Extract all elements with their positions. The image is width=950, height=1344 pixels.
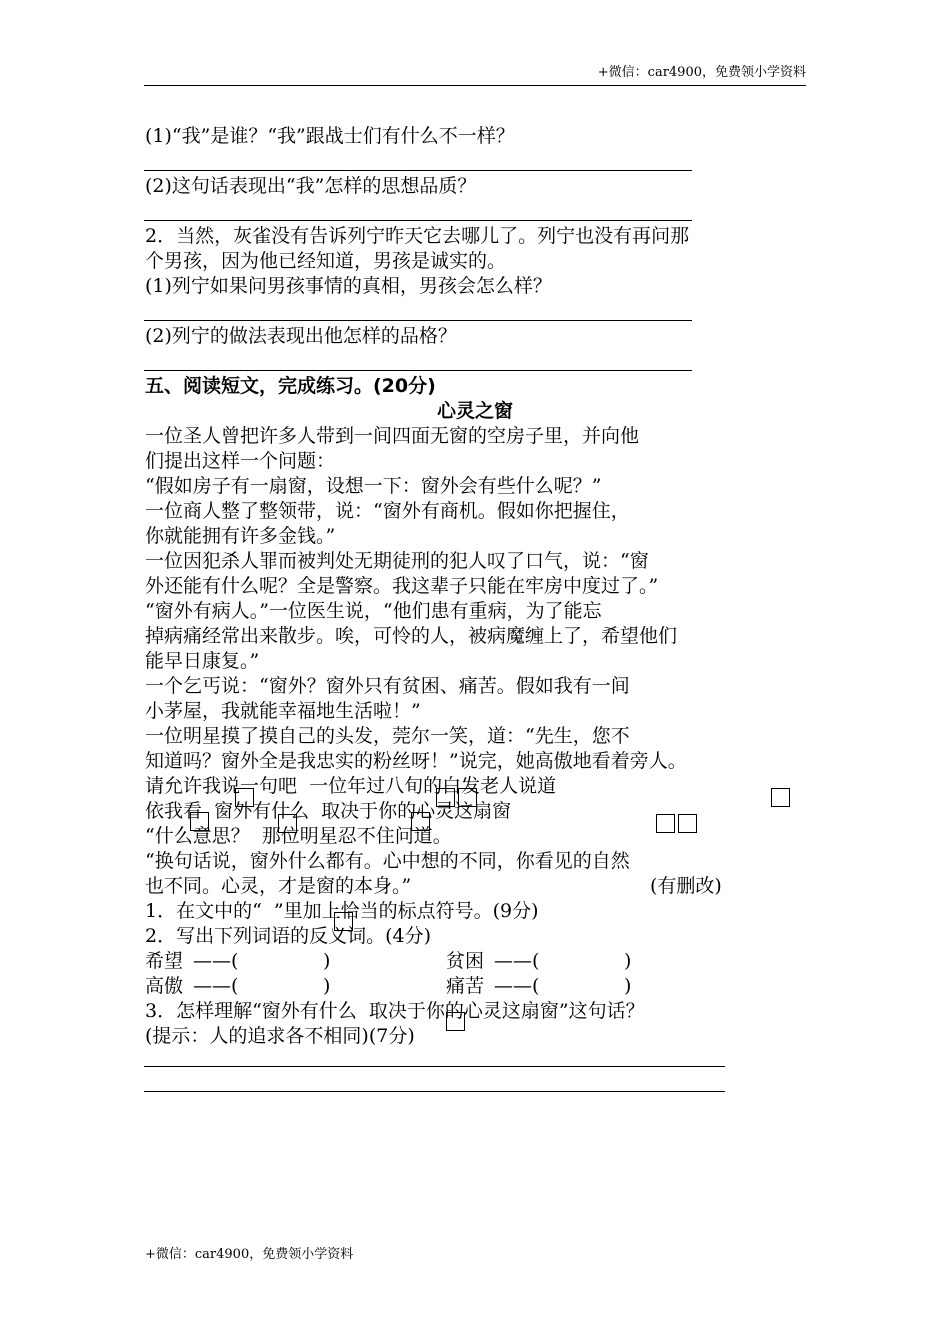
- answer-line: [144, 1091, 725, 1092]
- answer-line: [144, 1066, 725, 1067]
- antonym-blank[interactable]: ——( ): [494, 975, 632, 997]
- passage-line: 一位圣人曾把许多人带到一间四面无窗的空房子里，并向他: [145, 425, 640, 447]
- punctuation-box[interactable]: [235, 788, 254, 807]
- passage-line: “假如房子有一扇窗，设想一下：窗外会有些什么呢？”: [145, 475, 602, 497]
- section-5-question-3: 3．怎样理解“窗外有什么 取决于你的心灵这扇窗”这句话？: [145, 1000, 645, 1022]
- antonym-blank[interactable]: ——( ): [193, 975, 331, 997]
- antonym-blank[interactable]: ——( ): [193, 950, 331, 972]
- passage-line: 一位商人整了整领带，说：“窗外有商机。假如你把握住，: [145, 500, 630, 522]
- punctuation-box[interactable]: [190, 812, 209, 831]
- passage-line: 依我看 窗外有什么 取决于你的心灵这扇窗: [145, 800, 512, 822]
- passage-line: 小茅屋，我就能幸福地生活啦！”: [145, 700, 421, 722]
- passage-line: “窗外有病人。”一位医生说，“他们患有重病，为了能忘: [145, 600, 602, 622]
- passage-line: 你就能拥有许多金钱。”: [145, 525, 336, 547]
- antonym-word: 痛苦: [446, 975, 485, 997]
- punctuation-box[interactable]: [411, 812, 430, 831]
- question-1-2: (2)这句话表现出“我”怎样的思想品质？: [145, 175, 477, 197]
- section-5-question-1: 1．在文中的“ ”里加上恰当的标点符号。(9分): [145, 900, 539, 922]
- question-1-1: (1)“我”是谁？“我”跟战士们有什么不一样？: [145, 125, 515, 147]
- passage-line: 请允许我说一句吧 一位年过八旬的白发老人说道: [145, 775, 557, 797]
- answer-line: [144, 170, 692, 171]
- antonym-blank[interactable]: ——( ): [494, 950, 632, 972]
- punctuation-box[interactable]: [678, 814, 697, 833]
- answer-line: [144, 320, 692, 321]
- page-footer: +微信：car4900，免费领小学资料: [145, 1247, 354, 1262]
- antonym-word: 希望: [145, 950, 184, 972]
- punctuation-box[interactable]: [278, 814, 297, 833]
- passage-line: 一位明星摸了摸自己的头发，莞尔一笑，道：“先生，您不: [145, 725, 630, 747]
- header-rule: [144, 85, 806, 86]
- punctuation-box[interactable]: [771, 788, 790, 807]
- passage-line: 能早日康复。”: [145, 650, 260, 672]
- question-2-2: (2)列宁的做法表现出他怎样的品格？: [145, 325, 457, 347]
- passage-line: “换句话说，窗外什么都有。心中想的不同，你看见的自然: [145, 850, 630, 872]
- section-5-question-2: 2．写出下列词语的反义词。(4分): [145, 925, 432, 947]
- passage-line: 们提出这样一个问题：: [145, 450, 336, 472]
- answer-line: [144, 220, 692, 221]
- section-5-question-3-hint: (提示：人的追求各不相同)(7分): [145, 1025, 415, 1047]
- passage-line: 外还能有什么呢？全是警察。我这辈子只能在牢房中度过了。”: [145, 575, 659, 597]
- passage-line: 掉病痛经常出来散步。唉，可怜的人，被病魔缠上了，希望他们: [145, 625, 678, 647]
- antonym-word: 高傲: [145, 975, 184, 997]
- edit-note: (有删改): [650, 875, 722, 897]
- question-2-1: (1)列宁如果问男孩事情的真相，男孩会怎么样？: [145, 275, 552, 297]
- antonym-word: 贫困: [446, 950, 485, 972]
- passage-line: 知道吗？窗外全是我忠实的粉丝呀！”说完，她高傲地看着旁人。: [145, 750, 687, 772]
- passage-title: 心灵之窗: [436, 400, 513, 422]
- passage-line: 也不同。心灵，才是窗的本身。”: [145, 875, 412, 897]
- punctuation-box[interactable]: [446, 1012, 465, 1031]
- page-header: +微信：car4900，免费领小学资料: [597, 65, 806, 80]
- passage-line: 一位因犯杀人罪而被判处无期徒刑的犯人叹了口气，说：“窗: [145, 550, 649, 572]
- passage-line: 一个乞丐说：“窗外？窗外只有贫困、痛苦。假如我有一间: [145, 675, 630, 697]
- punctuation-box[interactable]: [656, 814, 675, 833]
- passage-2-line-1: 2．当然，灰雀没有告诉列宁昨天它去哪儿了。列宁也没有再问那: [145, 225, 690, 247]
- passage-2-line-2: 个男孩，因为他已经知道，男孩是诚实的。: [145, 250, 507, 272]
- section-5-heading: 五、阅读短文，完成练习。(20分): [145, 375, 436, 397]
- passage-line: “什么意思？ 那位明星忍不住问道。: [145, 825, 452, 847]
- punctuation-box[interactable]: [458, 788, 477, 807]
- answer-line: [144, 370, 692, 371]
- punctuation-box[interactable]: [436, 788, 455, 807]
